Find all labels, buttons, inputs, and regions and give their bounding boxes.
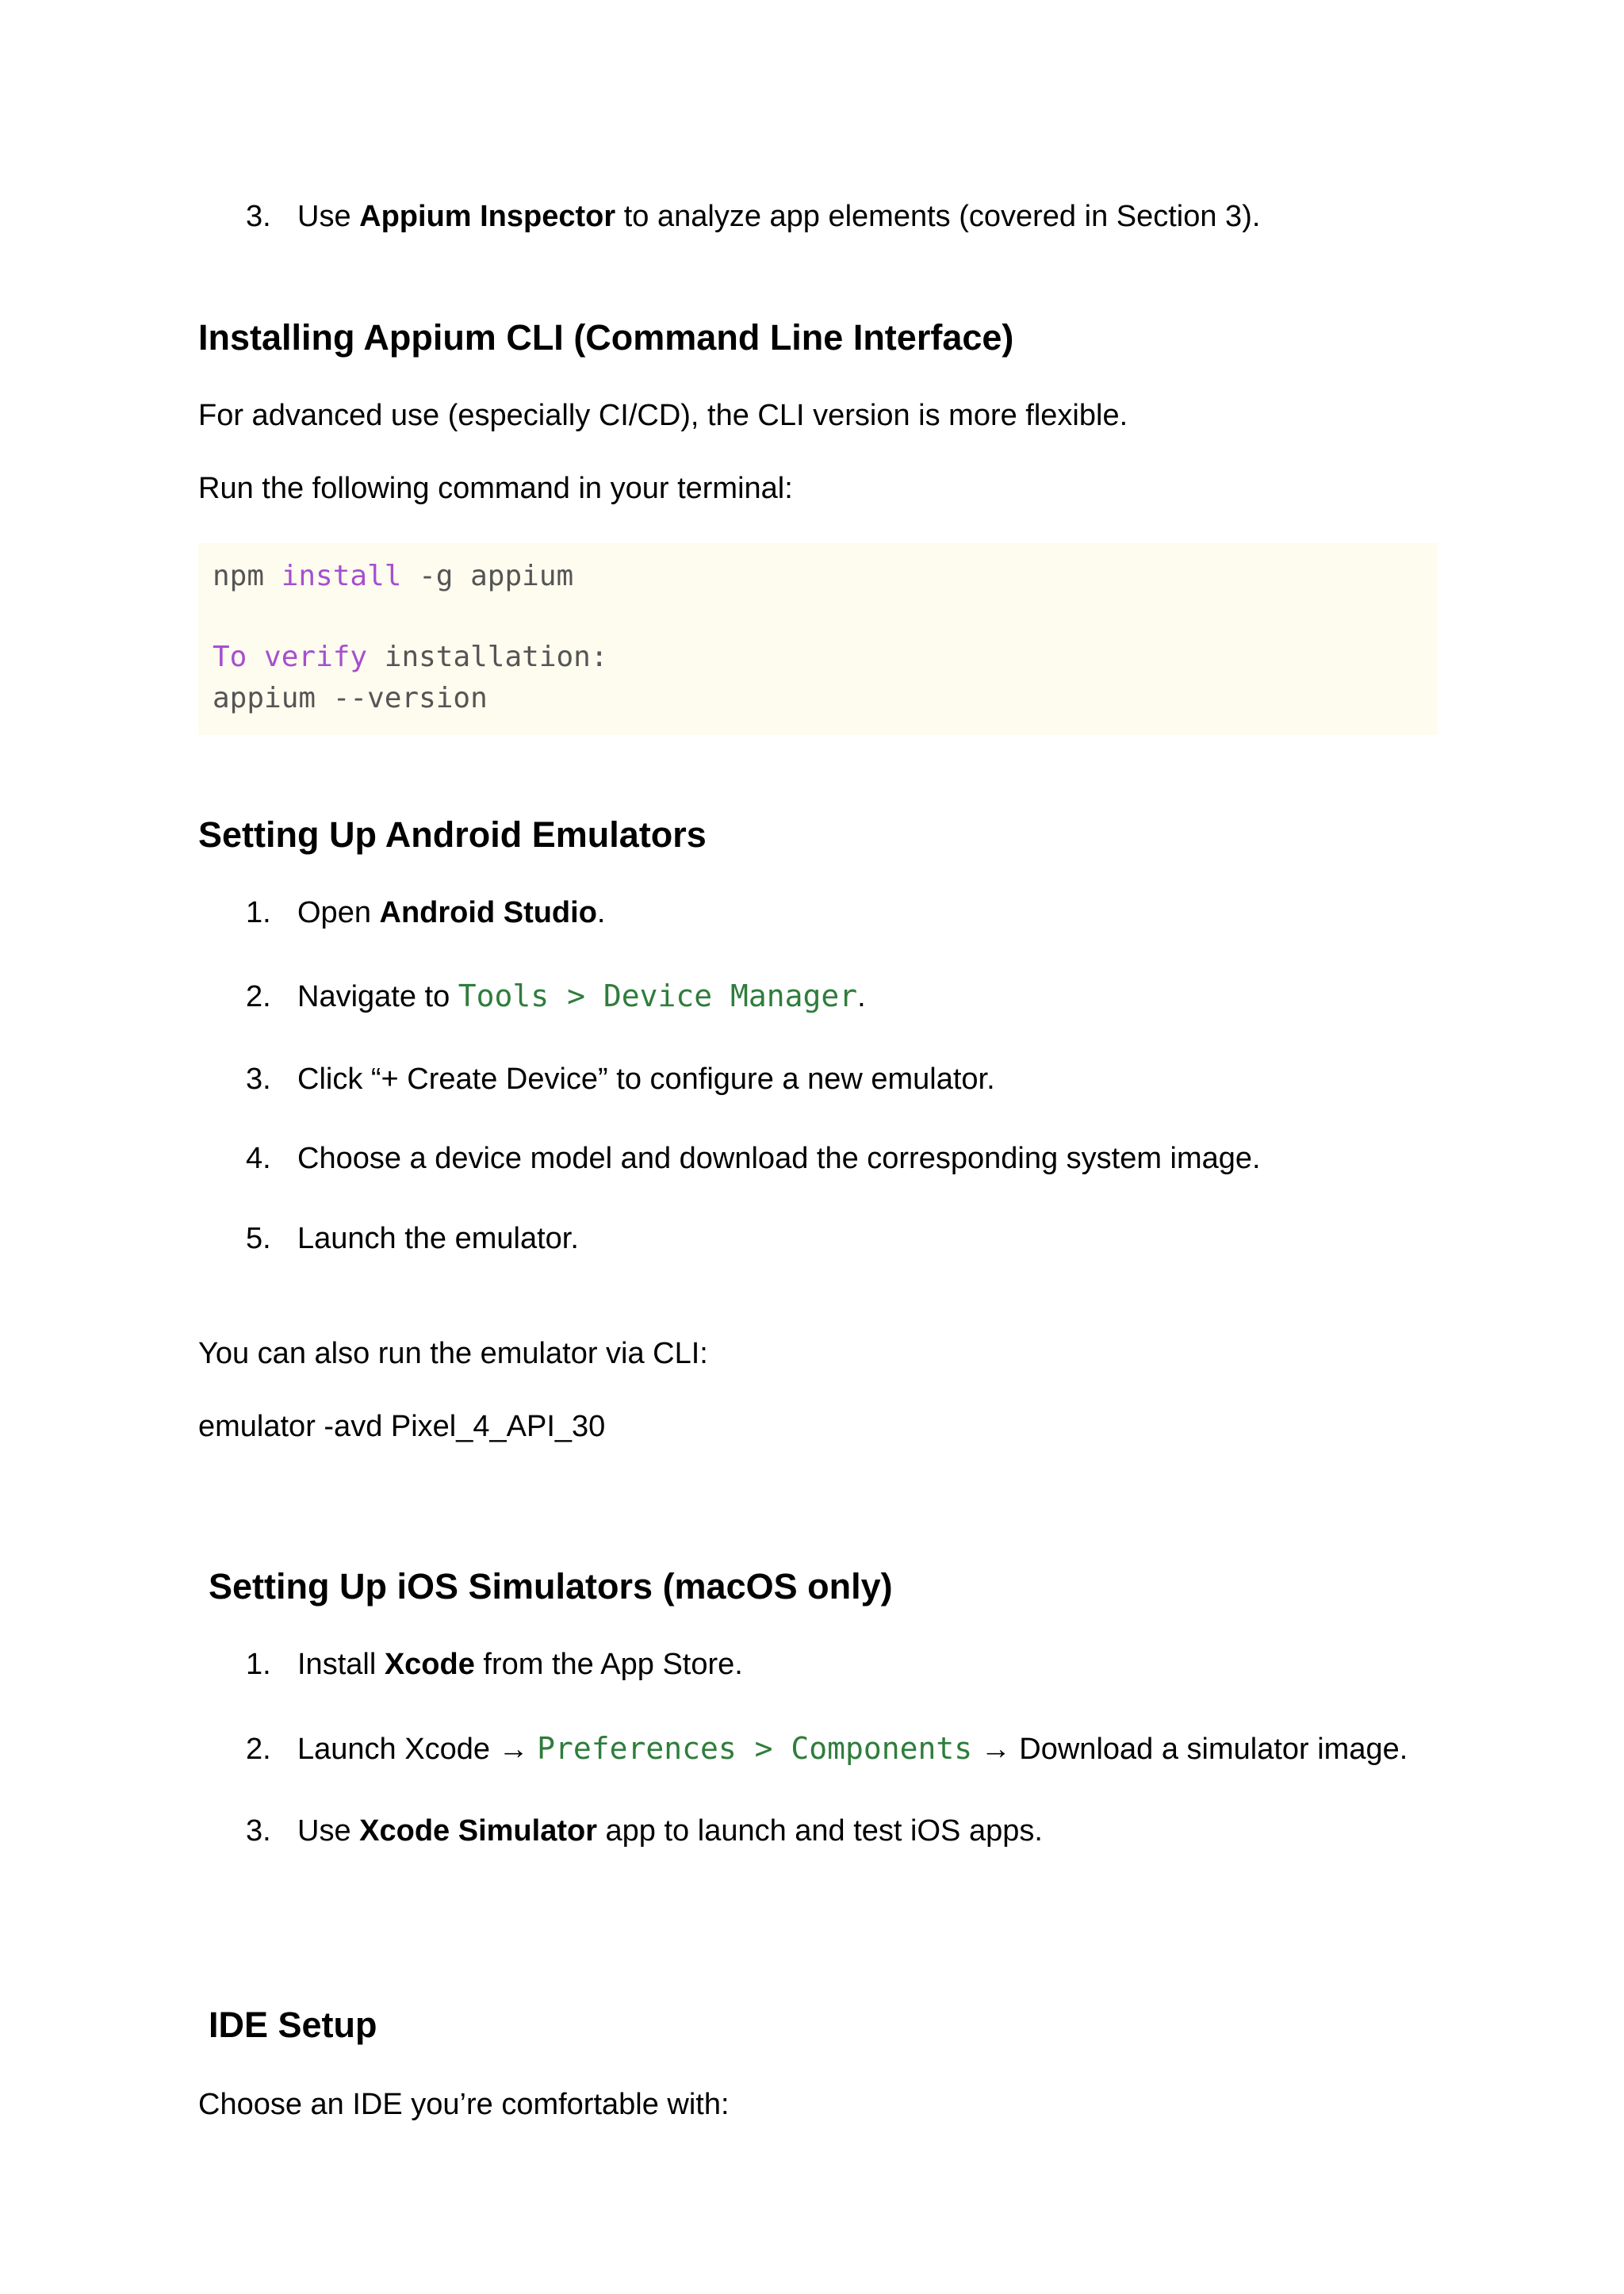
list-item-open-android-studio: 1. Open Android Studio. — [246, 896, 606, 929]
paragraph-choose-ide: Choose an IDE you’re comfortable with: — [198, 2088, 730, 2121]
list-item-install-xcode: 1. Install Xcode from the App Store. — [246, 1648, 743, 1681]
code-line-verify: To verify installation: — [213, 641, 608, 673]
bold-android-studio: Android Studio — [379, 896, 597, 929]
heading-ios-simulators: Setting Up iOS Simulators (macOS only) — [209, 1566, 893, 1607]
list-item-navigate-device-manager: 2. Navigate to Tools > Device Manager. — [246, 978, 866, 1013]
code-tools-device-manager: Tools > Device Manager — [458, 978, 858, 1013]
heading-installing-appium-cli: Installing Appium CLI (Command Line Interface) — [198, 317, 1014, 358]
bold-appium-inspector: Appium Inspector — [359, 200, 616, 233]
heading-ide-setup: IDE Setup — [209, 2005, 377, 2045]
code-block-install — [198, 543, 1438, 735]
list-item-choose-device-model: 4. Choose a device model and download the corresponding system image. — [246, 1142, 1261, 1175]
paragraph-run-command: Run the following command in your terminal: — [198, 472, 793, 505]
heading-android-emulators: Setting Up Android Emulators — [198, 814, 707, 855]
paragraph-emulator-cli: You can also run the emulator via CLI: — [198, 1337, 708, 1370]
paragraph-emulator-command: emulator -avd Pixel_4_API_30 — [198, 1410, 606, 1443]
list-item-create-device: 3. Click “+ Create Device” to configure a new emulator. — [246, 1063, 995, 1096]
bold-xcode-simulator: Xcode Simulator — [359, 1814, 597, 1848]
code-line-npm-install: npm install -g appium — [213, 560, 574, 592]
paragraph-cli-intro: For advanced use (especially CI/CD), the CLI version is more flexible. — [198, 399, 1128, 432]
code-preferences-components: Preferences > Components — [537, 1731, 973, 1766]
list-item-appium-inspector: 3. Use Appium Inspector to analyze app elements (covered in Section 3). — [246, 200, 1261, 233]
bold-xcode: Xcode — [384, 1648, 475, 1681]
code-line-appium-version: appium --version — [213, 682, 488, 714]
list-item-xcode-simulator: 3. Use Xcode Simulator app to launch and test iOS apps. — [246, 1814, 1043, 1848]
list-item-launch-emulator: 5. Launch the emulator. — [246, 1222, 579, 1255]
list-item-launch-xcode-preferences: 2. Launch Xcode → Preferences > Components → Download a simulator image. — [246, 1731, 1408, 1766]
